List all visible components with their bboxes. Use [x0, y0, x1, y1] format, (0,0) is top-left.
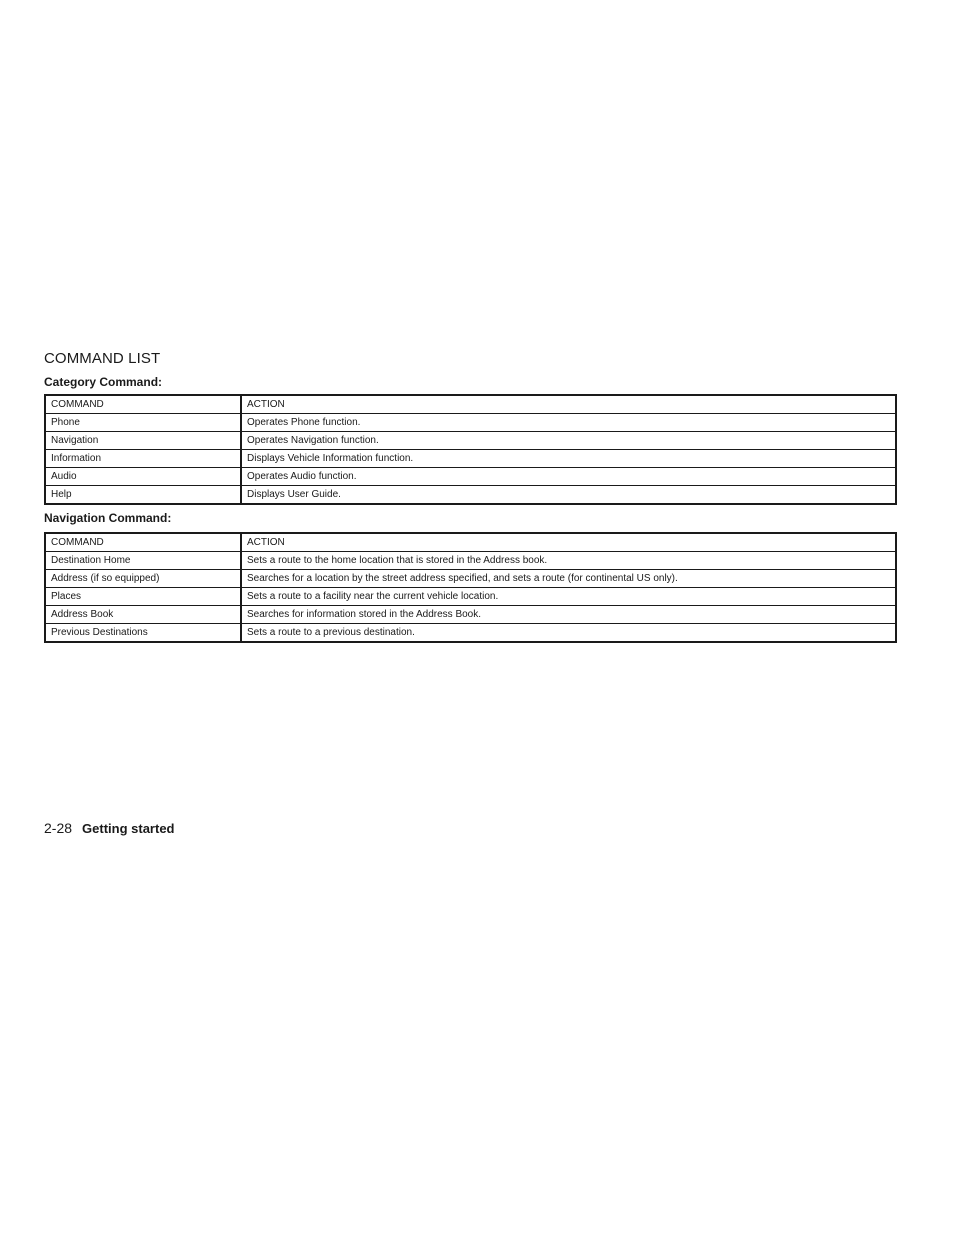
action-cell: Sets a route to the home location that is stored in the Address book. [241, 552, 896, 570]
table-row [45, 414, 896, 432]
page-footer [44, 819, 175, 838]
action-cell: Displays User Guide. [241, 486, 896, 505]
action-cell: Searches for a location by the street address specified, and sets a route (for continental US only). [241, 570, 896, 588]
table-row [45, 432, 896, 450]
action-cell: Sets a route to a facility near the current vehicle location. [241, 588, 896, 606]
command-cell: Phone [45, 414, 241, 432]
table-row [45, 570, 896, 588]
chapter-title: Getting started [82, 821, 175, 836]
action-cell: Operates Phone function. [241, 414, 896, 432]
table-header-row [45, 533, 896, 552]
category-command-heading: Category Command: [44, 375, 163, 389]
navigation-command-table [44, 532, 897, 643]
page-number: 2-28 [44, 820, 73, 836]
command-cell: Audio [45, 468, 241, 486]
column-header-action: ACTION [241, 395, 896, 414]
table-row [45, 588, 896, 606]
column-header-action: ACTION [241, 533, 896, 552]
table-row [45, 468, 896, 486]
column-header-command: COMMAND [45, 395, 241, 414]
command-cell: Destination Home [45, 552, 241, 570]
action-cell: Operates Audio function. [241, 468, 896, 486]
command-cell: Information [45, 450, 241, 468]
action-cell: Sets a route to a previous destination. [241, 624, 896, 643]
command-cell: Help [45, 486, 241, 505]
table-row [45, 624, 896, 643]
command-cell: Address (if so equipped) [45, 570, 241, 588]
action-cell: Searches for information stored in the Address Book. [241, 606, 896, 624]
table-row [45, 450, 896, 468]
command-cell: Places [45, 588, 241, 606]
action-cell: Displays Vehicle Information function. [241, 450, 896, 468]
table-header-row [45, 395, 896, 414]
section-title: COMMAND LIST [44, 350, 161, 367]
command-cell: Previous Destinations [45, 624, 241, 643]
category-command-table [44, 394, 897, 505]
table-row [45, 486, 896, 505]
table-row [45, 552, 896, 570]
action-cell: Operates Navigation function. [241, 432, 896, 450]
column-header-command: COMMAND [45, 533, 241, 552]
command-cell: Navigation [45, 432, 241, 450]
page-content [44, 348, 897, 643]
table-row [45, 606, 896, 624]
command-cell: Address Book [45, 606, 241, 624]
navigation-command-heading: Navigation Command: [44, 511, 172, 525]
